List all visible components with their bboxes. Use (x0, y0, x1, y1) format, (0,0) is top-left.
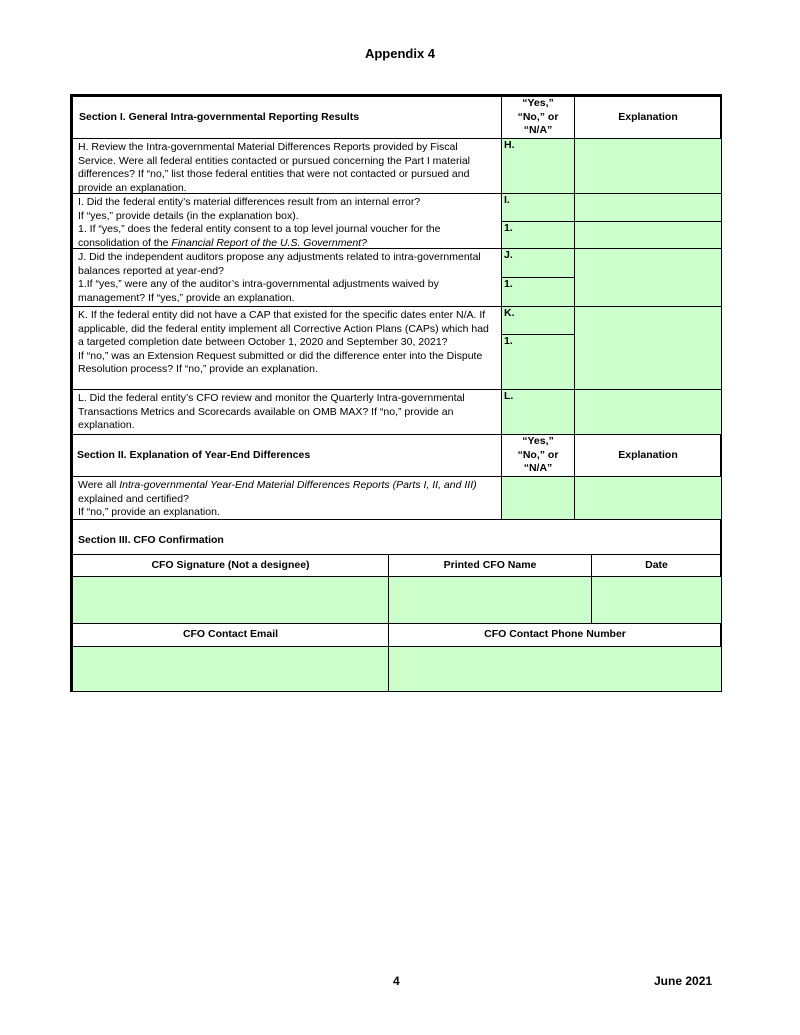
answer-j-1[interactable] (501, 277, 575, 307)
question-l (72, 389, 502, 435)
section2-question-line2: If “no,” provide an explanation. (78, 506, 220, 518)
answer-i[interactable] (501, 193, 575, 222)
question-i-text-a: I. Did the federal entity’s material differences result from an internal error? (78, 196, 421, 208)
answer-h[interactable] (501, 138, 575, 194)
question-i-1-text-italic: Financial Report of the U.S. Government? (171, 236, 367, 249)
question-k-text-b: If “no,” was an Extension Request submitted or did the difference enter into the Dispute Resolution process? If “no,” provide an explanation. (78, 349, 483, 375)
section2-question (72, 476, 502, 520)
section2-explanation-header: Explanation (574, 434, 722, 477)
question-i-1-text (78, 223, 496, 250)
section2-question-italic: Intra-governmental Year-End Material Differences Reports (Parts I, II, and III) (119, 479, 477, 491)
section2-yes-no-header: “Yes,” “No,” or “N/A” (501, 434, 575, 477)
section3-heading: Section III. CFO Confirmation (72, 519, 722, 555)
explanation-h[interactable] (574, 138, 722, 194)
section2-explanation[interactable] (574, 476, 722, 520)
footer-date: June 2021 (654, 974, 713, 988)
explanation-l[interactable] (574, 389, 722, 435)
explanation-k[interactable] (574, 306, 722, 390)
printed-cfo-name-field[interactable] (388, 576, 592, 624)
answer-j[interactable] (501, 248, 575, 278)
question-i (72, 193, 502, 249)
answer-k-1[interactable] (501, 334, 575, 390)
question-h-text: H. Review the Intra-governmental Material Differences Reports provided by Fiscal Service. Were all federal entities contacted or pursued concerning the Part I material differences? If “no,” list those federal entities that were not contacted or pursued and provide an explanation. (78, 141, 471, 194)
question-j (72, 248, 502, 307)
answer-h-code: H. (504, 139, 515, 151)
footer-page-number: 4 (393, 974, 400, 988)
question-j-text-a: J. Did the independent auditors propose any adjustments related to intra-governmental balances reported at year-end? (78, 251, 481, 277)
answer-i-1[interactable] (501, 221, 575, 249)
date-field[interactable] (591, 576, 722, 624)
answer-k-1-code: 1. (504, 335, 513, 347)
section2-question-prefix: Were all (78, 479, 120, 491)
explanation-j[interactable] (574, 248, 722, 307)
explanation-i-1[interactable] (574, 221, 722, 249)
answer-i-code: I. (504, 194, 510, 206)
printed-cfo-name-label: Printed CFO Name (388, 554, 592, 577)
section2-answer[interactable] (501, 476, 575, 520)
section1-heading: Section I. General Intra-governmental Reporting Results (72, 96, 502, 139)
explanation-i[interactable] (574, 193, 722, 222)
section1-explanation-header: Explanation (574, 96, 722, 139)
question-i-1-text-plain: 1. If “yes,” does the federal entity consent to a top level journal voucher for the consolidation of the (78, 223, 441, 249)
question-l-text: L. Did the federal entity’s CFO review and monitor the Quarterly Intra-governmental Transactions Metrics and Scorecards available on OMB MAX? If “no,” provide an explanation. (78, 392, 465, 431)
cfo-contact-email-label: CFO Contact Email (72, 623, 389, 647)
cfo-contact-email-field[interactable] (72, 646, 389, 692)
answer-j-1-code: 1. (504, 278, 513, 290)
cfo-signature-label: CFO Signature (Not a designee) (72, 554, 389, 577)
section2-heading: Section II. Explanation of Year-End Differences (72, 434, 502, 477)
answer-i-1-code: 1. (504, 222, 513, 234)
question-k-text-a: K. If the federal entity did not have a CAP that existed for the specific dates enter N/A. If applicable, did the federal entity implement all Corrective Action Plans (CAPs) which had a targeted completion date between October 1, 2020 and September 30, 2021? (78, 309, 489, 348)
section1-yes-no-header: “Yes,” “No,” or “N/A” (501, 96, 575, 139)
question-k (72, 306, 502, 390)
question-i-text-b: If “yes,” provide details (in the explanation box). (78, 209, 299, 222)
answer-l-code: L. (504, 390, 514, 402)
section2-question-text (78, 479, 496, 506)
section2-question-suffix: explained and certified? (78, 492, 189, 505)
page-title: Appendix 4 (364, 46, 436, 61)
cfo-contact-phone-label: CFO Contact Phone Number (388, 623, 722, 647)
answer-k[interactable] (501, 306, 575, 335)
question-j-text-b: 1.If “yes,” were any of the auditor’s intra-governmental adjustments waived by management? If “yes,” provide an explanation. (78, 278, 439, 304)
date-label: Date (591, 554, 722, 577)
question-h (72, 138, 502, 194)
cfo-signature-field[interactable] (72, 576, 389, 624)
answer-k-code: K. (504, 307, 515, 319)
cfo-contact-phone-field[interactable] (388, 646, 722, 692)
answer-j-code: J. (504, 249, 513, 261)
answer-l[interactable] (501, 389, 575, 435)
reporting-form (70, 94, 722, 692)
